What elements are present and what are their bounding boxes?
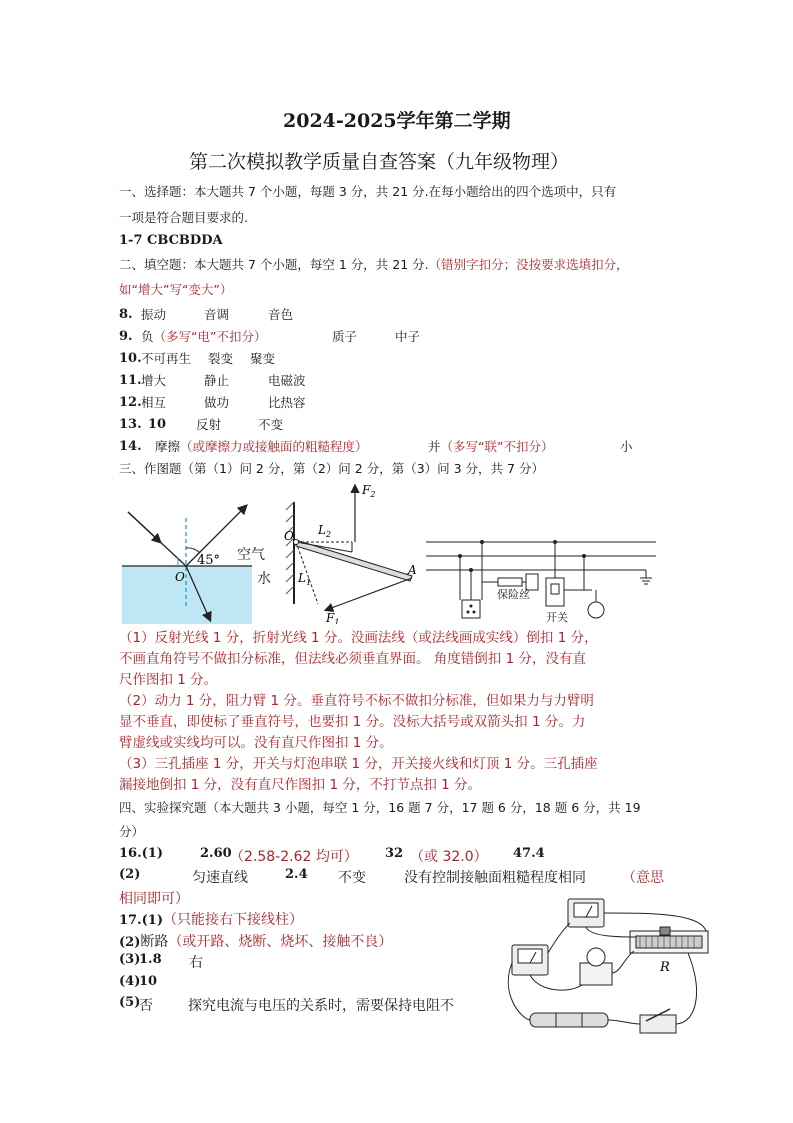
- section4-heading-1: 四、实验探究题（本大题共 3 小题，每空 1 分，16 题 7 分，17 题 6 分，18 题 6 分，共 19: [119, 800, 641, 815]
- q16-1-a-note: （2.58-2.62 均可）: [230, 849, 358, 865]
- bulb: [588, 602, 604, 618]
- q13-a: 10: [148, 417, 167, 432]
- lever-bar: [296, 540, 412, 581]
- q11-num: 11.: [119, 373, 142, 388]
- q10-a: 不可再生: [141, 351, 192, 366]
- light-switch: [546, 578, 564, 606]
- q17-3-row: [0, 952, 480, 974]
- l2-label: $L_2$: [318, 523, 332, 539]
- q17-4-row: [0, 974, 480, 996]
- battery-pack: [530, 1013, 608, 1027]
- l1-label: $L_1$: [298, 571, 312, 587]
- section1-heading-1: 一、选择题：本大题共 7 个小题，每题 3 分，共 21 分.在每小题给出的四个选项中，只有: [119, 184, 617, 199]
- q17-3-num: (3): [119, 952, 141, 967]
- title-rest: 学年第二学期: [396, 110, 511, 132]
- scoring-note-6: 臂虚线或实线均可以。没有直尺作图扣 1 分。: [119, 735, 393, 751]
- section2-heading-main: 二、填空题：本大题共 7 个小题，每空 1 分，共 21 分.: [119, 257, 429, 272]
- q10-c: 聚变: [250, 351, 276, 366]
- q14-b-note: （多写“联”不扣分）: [440, 439, 554, 454]
- water-label: 水: [257, 571, 271, 587]
- q14-a: 摩擦: [155, 439, 181, 454]
- f2-label: $F_2$: [362, 483, 376, 499]
- q17-5-row: [0, 995, 500, 1017]
- fuse: [498, 578, 522, 586]
- q13-row: [0, 414, 793, 436]
- point-o-label: O: [175, 570, 185, 584]
- section3-heading: 三、作图题（第（1）问 2 分，第（2）问 2 分，第（3）问 3 分，共 7 分）: [119, 461, 544, 476]
- q16-1-c: 47.4: [513, 846, 545, 861]
- q9-num: 9.: [119, 329, 133, 344]
- incident-arrow: [128, 512, 160, 542]
- q10-row: [0, 348, 793, 370]
- o-label: O: [284, 529, 294, 543]
- q14-b: 并: [428, 439, 441, 454]
- q8-a: 振动: [141, 307, 167, 322]
- q17-1-note: （只能接右下接线柱）: [162, 912, 303, 928]
- a-label: A: [408, 563, 417, 577]
- scoring-note-4: （2）动力 1 分，阻力臂 1 分。垂直符号不标不做扣分标准，但如果力与力臂明: [119, 693, 594, 709]
- wall-hatching: [286, 502, 294, 594]
- q17-2-a: 断路: [140, 934, 169, 950]
- pivot-o: [294, 540, 299, 545]
- q17-2-num: (2): [119, 935, 141, 950]
- q16-2-d-note-2: 相同即可）: [119, 891, 189, 907]
- q10-b: 裂变: [208, 351, 234, 366]
- q16-1-num: 16.(1): [119, 846, 163, 861]
- page-title: [283, 106, 511, 133]
- air-label: 空气: [237, 547, 265, 563]
- q9-c: 中子: [395, 329, 421, 344]
- water-region: [122, 566, 252, 624]
- scoring-note-1: （1）反射光线 1 分，折射光线 1 分。没画法线（或法线画成实线）倒扣 1 分，: [119, 630, 598, 646]
- q17-2-row: [119, 931, 392, 951]
- switch-label: 开关: [546, 611, 568, 624]
- q8-row: [0, 304, 793, 326]
- q9-row: [0, 326, 793, 348]
- q9-a-note: （多写“电”不扣分）: [153, 329, 267, 344]
- q10-num: 10.: [119, 351, 142, 366]
- q8-num: 8.: [119, 307, 133, 322]
- section1-heading-2: 一项是符合题目要求的.: [119, 210, 248, 225]
- q17-3-b: 右: [189, 955, 203, 971]
- f1-label: $F_1$: [326, 611, 340, 624]
- q12-c: 比热容: [268, 395, 306, 410]
- q16-1-row: [0, 846, 793, 868]
- q17-5-a: 否: [139, 998, 153, 1014]
- q16-2-b: 2.4: [285, 867, 308, 882]
- scoring-note-7: （3）三孔插座 1 分，开关与灯泡串联 1 分，开关接火线和灯顶 1 分。三孔插座: [119, 756, 598, 772]
- ground-symbol: [640, 570, 652, 584]
- q12-num: 12.: [119, 395, 142, 410]
- section2-heading: [119, 254, 629, 276]
- section1-answer: 1-7 CBCBDDA: [119, 233, 223, 248]
- f1-arrow: [326, 578, 412, 610]
- scoring-note-8: 漏接地倒扣 1 分，没有直尺作图扣 1 分，不打节点扣 1 分。: [119, 777, 482, 793]
- experiment-circuit-figure: [500, 893, 720, 1043]
- section2-heading-note-2: 如“增大”写“变大”）: [119, 282, 233, 297]
- q17-4-a: 10: [139, 974, 158, 989]
- scoring-note-3: 尺作图扣 1 分。: [119, 672, 218, 688]
- q13-c: 不变: [258, 417, 284, 432]
- q11-c: 电磁波: [268, 373, 306, 388]
- q16-2-num: (2): [119, 867, 141, 882]
- q16-1-b: 32: [385, 846, 404, 861]
- q17-1-num: 17.(1): [119, 913, 163, 928]
- q16-2-a: 匀速直线: [192, 870, 248, 886]
- page-subtitle: 第二次模拟教学质量自查答案（九年级物理）: [189, 151, 570, 173]
- fuse-label: 保险丝: [497, 588, 530, 601]
- lever-figure: [282, 482, 418, 624]
- scoring-note-5: 显不垂直，即使标了垂直符号，也要扣 1 分。没标大括号或双箭头扣 1 分。力: [119, 714, 586, 730]
- section2-heading-note: （错别字扣分；没按要求选填扣分，: [428, 257, 629, 272]
- q9-a: 负: [141, 329, 154, 344]
- q12-row: [0, 392, 793, 414]
- q17-1-row: [119, 909, 303, 929]
- q8-c: 音色: [268, 307, 294, 322]
- q16-2-d-note: （意思: [622, 870, 664, 886]
- q12-a: 相互: [141, 395, 167, 410]
- q16-2-d: 没有控制接触面粗糙程度相同: [404, 870, 586, 886]
- q17-4-num: (4): [119, 974, 141, 989]
- lamp-bulb: [587, 948, 605, 966]
- section4-heading-2: 分）: [119, 824, 145, 839]
- rheostat-label: R: [660, 960, 670, 975]
- q13-b: 反射: [196, 417, 222, 432]
- q14-row: [0, 436, 793, 458]
- q16-2-row: [0, 867, 793, 889]
- q9-b: 质子: [332, 329, 358, 344]
- q16-1-b-note: （或 32.0）: [410, 849, 488, 865]
- q14-c: 小: [620, 439, 633, 454]
- q14-num: 14.: [119, 439, 142, 454]
- q12-b: 做功: [204, 395, 230, 410]
- q11-row: [0, 370, 793, 392]
- q16-1-a: 2.60: [200, 846, 232, 861]
- circuit-figure: [424, 530, 660, 626]
- q14-a-note: （或摩擦力或接触面的粗糙程度）: [180, 439, 368, 454]
- q17-5-num: (5): [119, 995, 141, 1010]
- q11-b: 静止: [204, 373, 230, 388]
- q13-num: 13.: [119, 417, 142, 432]
- scoring-note-2: 不画直角符号不做扣分标准，但法线必须垂直界面。 角度错倒扣 1 分，没有直: [119, 651, 586, 667]
- title-year: 2024-2025: [283, 110, 397, 132]
- q16-2-c: 不变: [338, 870, 366, 886]
- q17-2-note: （或开路、烧断、烧坏、接触不良）: [168, 934, 393, 950]
- q17-3-a: 1.8: [139, 952, 162, 967]
- three-pin-socket: [462, 600, 480, 618]
- q11-a: 增大: [141, 373, 167, 388]
- angle-label: 45°: [197, 553, 221, 568]
- q8-b: 音调: [204, 307, 230, 322]
- q17-5-b: 探究电流与电压的关系时，需要保持电阻不: [188, 998, 454, 1014]
- switch: [640, 1015, 676, 1033]
